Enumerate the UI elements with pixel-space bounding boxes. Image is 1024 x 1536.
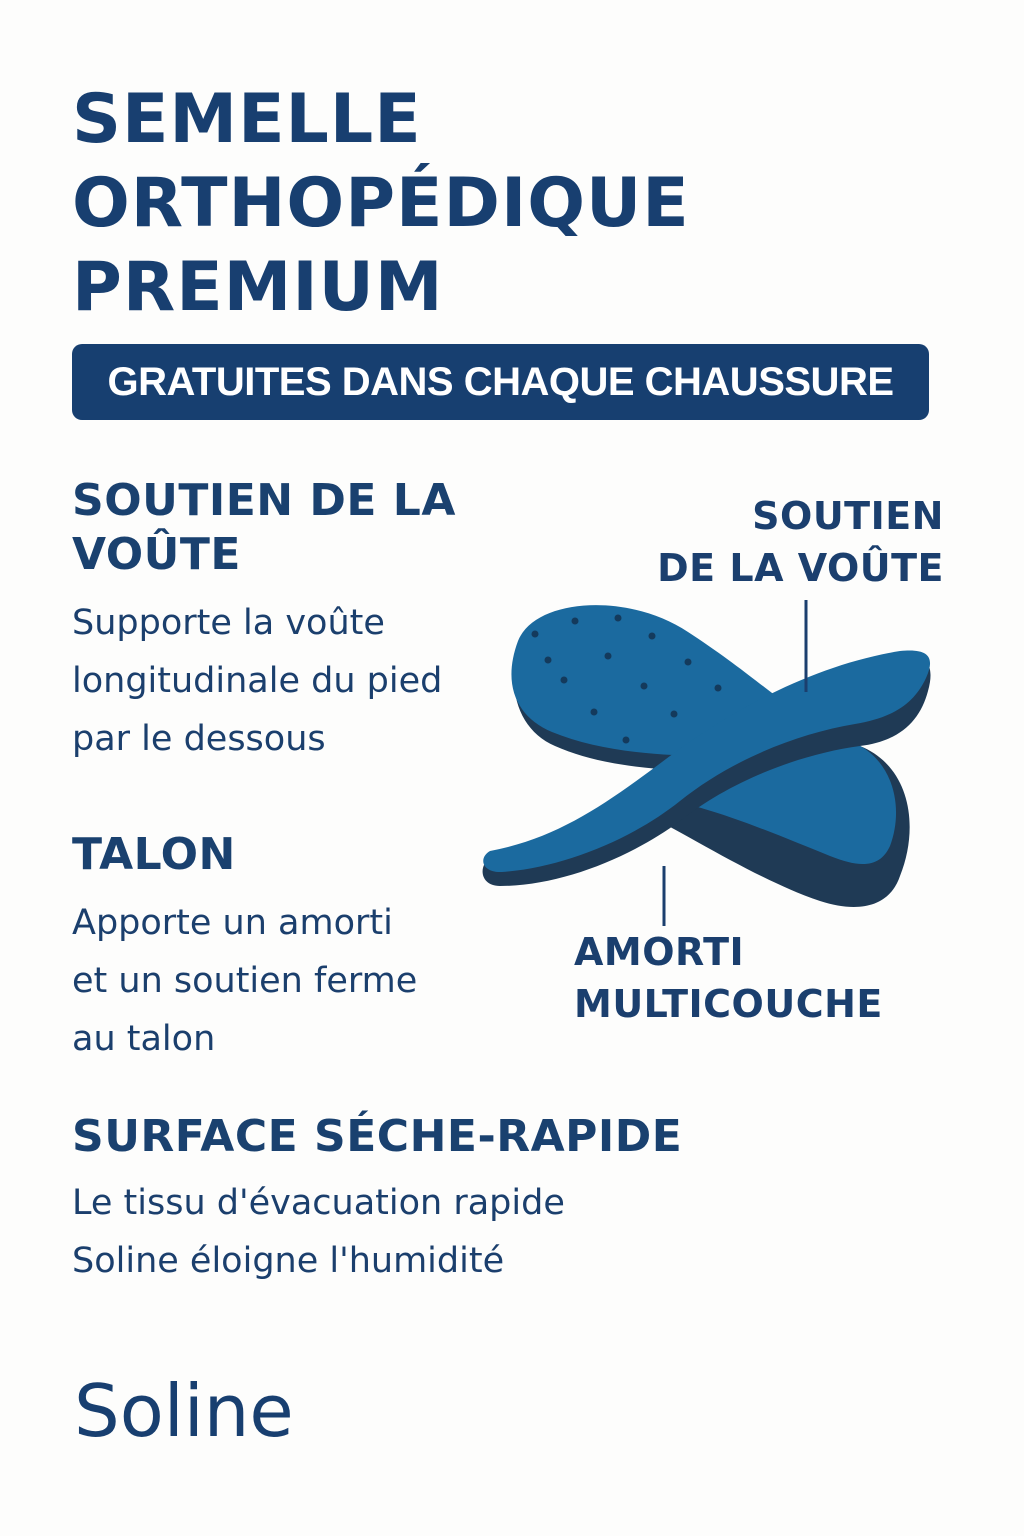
callout-line: MULTICOUCHE	[574, 982, 883, 1026]
feature-text-quick-dry	[72, 1174, 872, 1290]
perforation	[591, 709, 598, 716]
perforation	[545, 657, 552, 664]
callout-multilayer-cushion	[574, 926, 974, 1030]
feature-text-line: par le dessous	[72, 719, 326, 759]
perforation	[671, 711, 678, 718]
perforation	[649, 633, 656, 640]
feature-text-line: Supporte la voûte	[72, 603, 385, 643]
feature-title-line: VOÛTE	[72, 529, 241, 580]
feature-text-line: longitudinale du pied	[72, 661, 443, 701]
perforation	[641, 683, 648, 690]
feature-title-line: SOUTIEN DE LA	[72, 475, 456, 526]
title-line: PREMIUM	[72, 248, 444, 327]
title-line: ORTHOPÉDIQUE	[72, 164, 690, 243]
insole-icon	[480, 596, 940, 936]
feature-title-arch-support	[72, 474, 522, 582]
callout-line: SOUTIEN	[752, 494, 944, 538]
callout-line: DE LA VOÛTE	[657, 546, 944, 590]
perforation	[532, 631, 539, 638]
perforation	[605, 653, 612, 660]
perforation	[561, 677, 568, 684]
feature-title-line: SURFACE SÉCHE-RAPIDE	[72, 1111, 683, 1162]
perforation	[572, 618, 579, 625]
feature-title-quick-dry	[72, 1110, 972, 1164]
perforation	[623, 737, 630, 744]
perforation	[685, 659, 692, 666]
feature-title-line: TALON	[72, 829, 236, 880]
feature-text-heel	[72, 894, 502, 1068]
feature-text-line: au talon	[72, 1019, 216, 1059]
callout-line: AMORTI	[574, 930, 745, 974]
feature-text-line: Le tissu d'évacuation rapide	[72, 1183, 565, 1223]
feature-text-line: et un soutien ferme	[72, 961, 418, 1001]
feature-text-arch-support	[72, 594, 502, 768]
feature-title-heel	[72, 828, 472, 882]
brand-logo: Soline	[74, 1369, 294, 1453]
title-line: SEMELLE	[72, 80, 422, 159]
feature-text-line: Soline éloigne l'humidité	[72, 1241, 505, 1281]
free-in-every-shoe-banner: GRATUITES DANS CHAQUE CHAUSSURE	[72, 344, 929, 420]
perforation	[715, 685, 722, 692]
page-title	[72, 78, 972, 330]
feature-text-line: Apporte un amorti	[72, 903, 393, 943]
perforation	[615, 615, 622, 622]
callout-arch-support	[564, 490, 944, 594]
